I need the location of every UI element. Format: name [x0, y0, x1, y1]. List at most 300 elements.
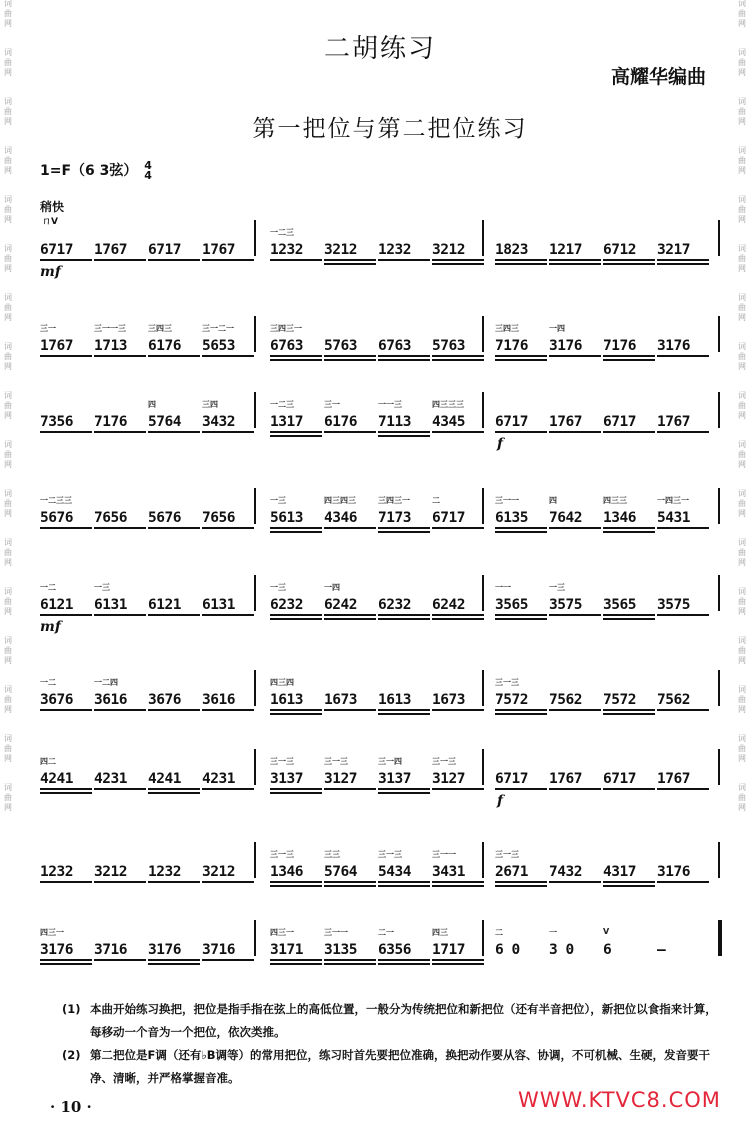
note-digits: 3 0: [549, 942, 574, 958]
side-watermark-char: 曲: [4, 744, 12, 753]
beam-line: [495, 713, 547, 715]
note-group: [324, 496, 382, 526]
beam-line: [202, 788, 254, 790]
beam-line: [324, 959, 376, 961]
beam-line: [270, 788, 322, 790]
side-watermark-char: 曲: [738, 205, 746, 214]
side-watermark-group: [2, 637, 14, 667]
beam-line: [148, 614, 200, 616]
note-group: [202, 771, 260, 787]
fingering-mark: 一: [549, 928, 557, 937]
beam-line: [657, 788, 709, 790]
note-group: [324, 400, 382, 430]
beam-line: [432, 259, 484, 261]
note-group: [148, 942, 206, 958]
note-group: [148, 242, 206, 258]
side-watermark-char: 词: [738, 734, 746, 743]
note-digits: 4241: [148, 771, 181, 787]
beam-line: [202, 614, 254, 616]
side-watermark-char: 曲: [738, 548, 746, 557]
side-watermark-group: [2, 0, 14, 30]
fingering-mark: 一三: [270, 496, 286, 505]
barline: [254, 488, 256, 524]
note-group: [324, 338, 382, 354]
note-digits: 1217: [549, 242, 582, 258]
note-digits: 5431: [657, 510, 690, 526]
beam-line: [603, 531, 655, 533]
side-watermark-group: [736, 294, 748, 324]
note-group: [94, 242, 152, 258]
note-group: [94, 942, 152, 958]
note-group: [324, 583, 382, 613]
note-digits: 6232: [378, 597, 411, 613]
fingering-mark: 一三: [549, 583, 565, 592]
beam-line: [94, 355, 146, 357]
side-watermark-char: 网: [4, 215, 12, 224]
beam-line: [549, 263, 601, 265]
side-watermark-char: 曲: [738, 107, 746, 116]
barline: [254, 842, 256, 878]
fingering-mark: 一三: [270, 583, 286, 592]
footnote-1: [62, 998, 722, 1044]
fingering-mark: 三一: [40, 324, 56, 333]
note-group: [202, 510, 260, 526]
fingering-mark: 三四三: [148, 324, 172, 333]
side-watermark-char: 词: [4, 587, 12, 596]
note-group: [40, 583, 98, 613]
note-group: [94, 771, 152, 787]
beam-line: [270, 963, 322, 965]
fingering-mark: 三一一: [495, 496, 519, 505]
side-watermark-char: 网: [738, 411, 746, 420]
side-watermark-char: 曲: [738, 597, 746, 606]
side-watermark-char: 词: [4, 244, 12, 253]
side-watermark-char: 曲: [738, 156, 746, 165]
side-watermark-char: 网: [738, 68, 746, 77]
beam-line: [378, 259, 430, 261]
beam-line: [324, 527, 376, 529]
beam-line: [148, 881, 200, 883]
beam-line: [657, 355, 709, 357]
note-digits: 7562: [657, 692, 690, 708]
barline: [482, 392, 484, 428]
beam-line: [657, 431, 709, 433]
beam-line: [378, 792, 430, 794]
beam-line: [202, 527, 254, 529]
note-digits: 3676: [40, 692, 73, 708]
note-digits: 3431: [432, 864, 465, 880]
note-digits: 6121: [148, 597, 181, 613]
site-watermark: WWW.KTVC8.COM: [518, 1088, 721, 1112]
beam-line: [324, 881, 376, 883]
note-digits: 1767: [202, 242, 235, 258]
note-digits: 1232: [40, 864, 73, 880]
beam-line: [40, 959, 92, 961]
footnote-2-label: (2): [62, 1048, 81, 1062]
side-watermark-group: [736, 392, 748, 422]
beam-line: [148, 709, 200, 711]
side-watermark-char: 网: [4, 166, 12, 175]
note-group: [94, 678, 152, 708]
note-digits: 2671: [495, 864, 528, 880]
note-group: [603, 692, 661, 708]
note-digits: 6717: [603, 414, 636, 430]
side-watermark-group: [736, 490, 748, 520]
barline: [254, 316, 256, 352]
page-title: 二胡练习: [323, 34, 436, 64]
fingering-mark: 四二: [40, 757, 56, 766]
note-group: [94, 510, 152, 526]
side-watermark-char: 网: [4, 754, 12, 763]
note-digits: 6763: [378, 338, 411, 354]
note-digits: 1713: [94, 338, 127, 354]
side-watermark-char: 网: [4, 705, 12, 714]
fingering-mark: 三一三: [495, 678, 519, 687]
note-group: [40, 678, 98, 708]
side-watermark-char: 网: [738, 509, 746, 518]
note-digits: 7656: [94, 510, 127, 526]
side-watermark-char: 词: [4, 783, 12, 792]
beam-line: [270, 881, 322, 883]
note-digits: 1232: [270, 242, 303, 258]
fingering-mark: V: [603, 927, 610, 936]
side-watermark-char: 网: [4, 460, 12, 469]
beam-line: [202, 259, 254, 261]
note-digits: 7356: [40, 414, 73, 430]
beam-line: [324, 614, 376, 616]
note-group: [549, 928, 607, 958]
note-group: [202, 400, 260, 430]
side-watermark-char: 网: [738, 460, 746, 469]
beam-line: [94, 614, 146, 616]
beam-line: [270, 885, 322, 887]
note-group: [549, 864, 607, 880]
barline: [718, 842, 720, 878]
side-watermark-char: 网: [4, 313, 12, 322]
note-digits: 5763: [324, 338, 357, 354]
beam-line: [270, 614, 322, 616]
note-group: [495, 242, 553, 258]
side-watermark-char: 曲: [4, 793, 12, 802]
note-group: [148, 510, 206, 526]
beam-line: [603, 263, 655, 265]
note-group: [270, 228, 328, 258]
side-watermark-group: [2, 784, 14, 814]
note-digits: 1767: [549, 771, 582, 787]
note-group: [202, 864, 260, 880]
barline: [718, 670, 720, 706]
note-group: [148, 597, 206, 613]
beam-line: [495, 531, 547, 533]
beam-line: [495, 614, 547, 616]
side-watermark-char: 曲: [738, 303, 746, 312]
side-watermark-char: 网: [4, 803, 12, 812]
beam-line: [603, 431, 655, 433]
note-group: [657, 597, 715, 613]
beam-line: [495, 259, 547, 261]
note-digits: 7572: [495, 692, 528, 708]
beam-line: [432, 263, 484, 265]
side-watermark-group: [736, 539, 748, 569]
note-digits: 5764: [148, 414, 181, 430]
note-digits: 1673: [324, 692, 357, 708]
side-watermark-group: [2, 539, 14, 569]
note-digits: 3212: [202, 864, 235, 880]
side-watermark-group: [736, 735, 748, 765]
note-digits: 6131: [202, 597, 235, 613]
fingering-mark: 一一三: [378, 400, 402, 409]
fingering-mark: 一二三: [270, 400, 294, 409]
beam-line: [549, 259, 601, 261]
note-digits: 3212: [432, 242, 465, 258]
note-digits: 1717: [432, 942, 465, 958]
side-watermark-char: 网: [738, 264, 746, 273]
beam-line: [495, 359, 547, 361]
note-group: [378, 338, 436, 354]
note-group: [202, 597, 260, 613]
fingering-mark: 三一三: [495, 850, 519, 859]
note-digits: 6176: [324, 414, 357, 430]
note-digits: 7176: [495, 338, 528, 354]
side-watermark-char: 曲: [738, 352, 746, 361]
note-group: [657, 942, 715, 958]
side-watermark-char: 网: [738, 117, 746, 126]
note-digits: 1613: [378, 692, 411, 708]
fingering-mark: 二一: [378, 928, 394, 937]
note-digits: 4317: [603, 864, 636, 880]
side-watermark-char: 曲: [738, 793, 746, 802]
side-watermark-group: [2, 245, 14, 275]
side-watermark-char: 网: [4, 411, 12, 420]
note-digits: 6242: [432, 597, 465, 613]
note-digits: 1346: [270, 864, 303, 880]
beam-line: [94, 431, 146, 433]
note-group: [148, 324, 206, 354]
beam-line: [324, 259, 376, 261]
beam-line: [378, 788, 430, 790]
side-watermark-char: 曲: [4, 695, 12, 704]
beam-line: [324, 963, 376, 965]
beam-line: [270, 527, 322, 529]
side-watermark-group: [2, 735, 14, 765]
note-digits: 3565: [603, 597, 636, 613]
beam-line: [94, 788, 146, 790]
note-digits: 6717: [40, 242, 73, 258]
note-group: [202, 942, 260, 958]
bow-mark: ㄇV: [42, 217, 58, 227]
fingering-mark: 三三: [324, 850, 340, 859]
beam-line: [657, 263, 709, 265]
fingering-mark: 四三: [432, 928, 448, 937]
beam-line: [549, 527, 601, 529]
note-group: [270, 678, 328, 708]
side-watermark-char: 曲: [738, 254, 746, 263]
fingering-mark: 四三三: [603, 496, 627, 505]
side-watermark-group: [2, 392, 14, 422]
note-group: [270, 583, 328, 613]
beam-line: [432, 614, 484, 616]
note-digits: 6712: [603, 242, 636, 258]
beam-line: [202, 431, 254, 433]
side-watermark-char: 词: [4, 636, 12, 645]
note-digits: 1823: [495, 242, 528, 258]
note-group: [40, 864, 98, 880]
note-digits: 3212: [324, 242, 357, 258]
beam-line: [270, 431, 322, 433]
barline: [482, 842, 484, 878]
note-group: [378, 242, 436, 258]
beam-line: [270, 792, 322, 794]
beam-line: [148, 792, 200, 794]
note-digits: 1613: [270, 692, 303, 708]
beam-line: [148, 355, 200, 357]
barline: [718, 749, 720, 785]
side-watermark-char: 词: [738, 48, 746, 57]
fingering-mark: 三一: [324, 400, 340, 409]
beam-line: [549, 614, 601, 616]
beam-line: [495, 709, 547, 711]
beam-line: [94, 259, 146, 261]
side-watermark-char: 词: [738, 587, 746, 596]
note-group: [495, 850, 553, 880]
beam-line: [324, 788, 376, 790]
barline: [254, 920, 256, 956]
note-group: [603, 338, 661, 354]
side-watermark-char: 词: [4, 391, 12, 400]
side-watermark-char: 网: [738, 313, 746, 322]
barline: [482, 920, 484, 956]
beam-line: [549, 709, 601, 711]
note-group: [549, 771, 607, 787]
barline: [254, 392, 256, 428]
side-watermark-char: 词: [4, 440, 12, 449]
beam-line: [94, 709, 146, 711]
fingering-mark: 三一二一: [202, 324, 234, 333]
beam-line: [324, 709, 376, 711]
beam-line: [378, 959, 430, 961]
side-watermark-group: [736, 441, 748, 471]
barline: [718, 392, 720, 428]
beam-line: [603, 713, 655, 715]
side-watermark-group: [736, 637, 748, 667]
beam-line: [270, 709, 322, 711]
note-group: [657, 864, 715, 880]
beam-line: [495, 881, 547, 883]
beam-line: [378, 963, 430, 965]
beam-line: [324, 618, 376, 620]
note-group: [549, 583, 607, 613]
side-watermark-char: 曲: [4, 352, 12, 361]
note-digits: 7642: [549, 510, 582, 526]
side-watermark-group: [736, 784, 748, 814]
side-watermark-group: [736, 245, 748, 275]
note-digits: 3575: [549, 597, 582, 613]
note-digits: 4345: [432, 414, 465, 430]
beam-line: [549, 788, 601, 790]
note-digits: 5613: [270, 510, 303, 526]
side-watermark-char: 词: [4, 342, 12, 351]
footnote-2-text: 第二把位是F调（还有♭B调等）的常用把位，练习时首先要把位准确，换把动作要从容、协调，不可机械、生硬，发音要干净、清晰，并严格掌握音准。: [90, 1048, 711, 1085]
note-group: [94, 414, 152, 430]
final-barline: [718, 920, 722, 956]
side-watermark-char: 网: [738, 166, 746, 175]
time-sig-bottom: 4: [144, 169, 152, 182]
note-group: [270, 850, 328, 880]
fingering-mark: 三四: [202, 400, 218, 409]
side-watermark-char: 词: [738, 146, 746, 155]
note-group: [270, 496, 328, 526]
note-group: [270, 928, 328, 958]
note-digits: 3176: [657, 338, 690, 354]
beam-line: [495, 431, 547, 433]
fingering-mark: 三一三: [432, 757, 456, 766]
side-watermark-char: 曲: [4, 107, 12, 116]
note-group: [603, 927, 661, 958]
note-digits: 7113: [378, 414, 411, 430]
beam-line: [432, 359, 484, 361]
note-group: [495, 414, 553, 430]
footnote-2: [62, 1044, 722, 1090]
beam-line: [603, 709, 655, 711]
beam-line: [657, 527, 709, 529]
beam-line: [432, 885, 484, 887]
side-watermark-char: 曲: [4, 401, 12, 410]
note-group: [378, 850, 436, 880]
note-group: [40, 414, 98, 430]
beam-line: [94, 527, 146, 529]
barline: [482, 749, 484, 785]
beam-line: [270, 435, 322, 437]
side-watermark-char: 网: [738, 656, 746, 665]
beam-line: [378, 435, 430, 437]
beam-line: [148, 788, 200, 790]
note-group: [324, 850, 382, 880]
side-watermark-group: [2, 343, 14, 373]
note-digits: 3176: [40, 942, 73, 958]
note-digits: 4231: [94, 771, 127, 787]
note-digits: 3137: [378, 771, 411, 787]
fingering-mark: 三一一: [432, 850, 456, 859]
note-group: [270, 324, 328, 354]
side-watermark-char: 曲: [4, 156, 12, 165]
beam-line: [324, 263, 376, 265]
side-watermark-char: 曲: [738, 450, 746, 459]
side-watermark-group: [736, 0, 748, 30]
beam-line: [202, 709, 254, 711]
side-watermark-group: [2, 147, 14, 177]
note-group: [94, 583, 152, 613]
beam-line: [657, 881, 709, 883]
note-digits: 1767: [40, 338, 73, 354]
beam-line: [270, 959, 322, 961]
side-watermark-char: 网: [738, 803, 746, 812]
note-group: [270, 757, 328, 787]
beam-line: [603, 788, 655, 790]
beam-line: [432, 788, 484, 790]
side-watermark-char: 曲: [738, 9, 746, 18]
note-digits: 1767: [549, 414, 582, 430]
beam-line: [270, 359, 322, 361]
note-digits: 3176: [549, 338, 582, 354]
note-digits: 7656: [202, 510, 235, 526]
note-digits: 6242: [324, 597, 357, 613]
side-watermark-char: 词: [4, 146, 12, 155]
side-watermark-char: 词: [738, 97, 746, 106]
note-digits: 5676: [40, 510, 73, 526]
note-digits: 5676: [148, 510, 181, 526]
beam-line: [432, 963, 484, 965]
fingering-mark: 二: [432, 496, 440, 505]
